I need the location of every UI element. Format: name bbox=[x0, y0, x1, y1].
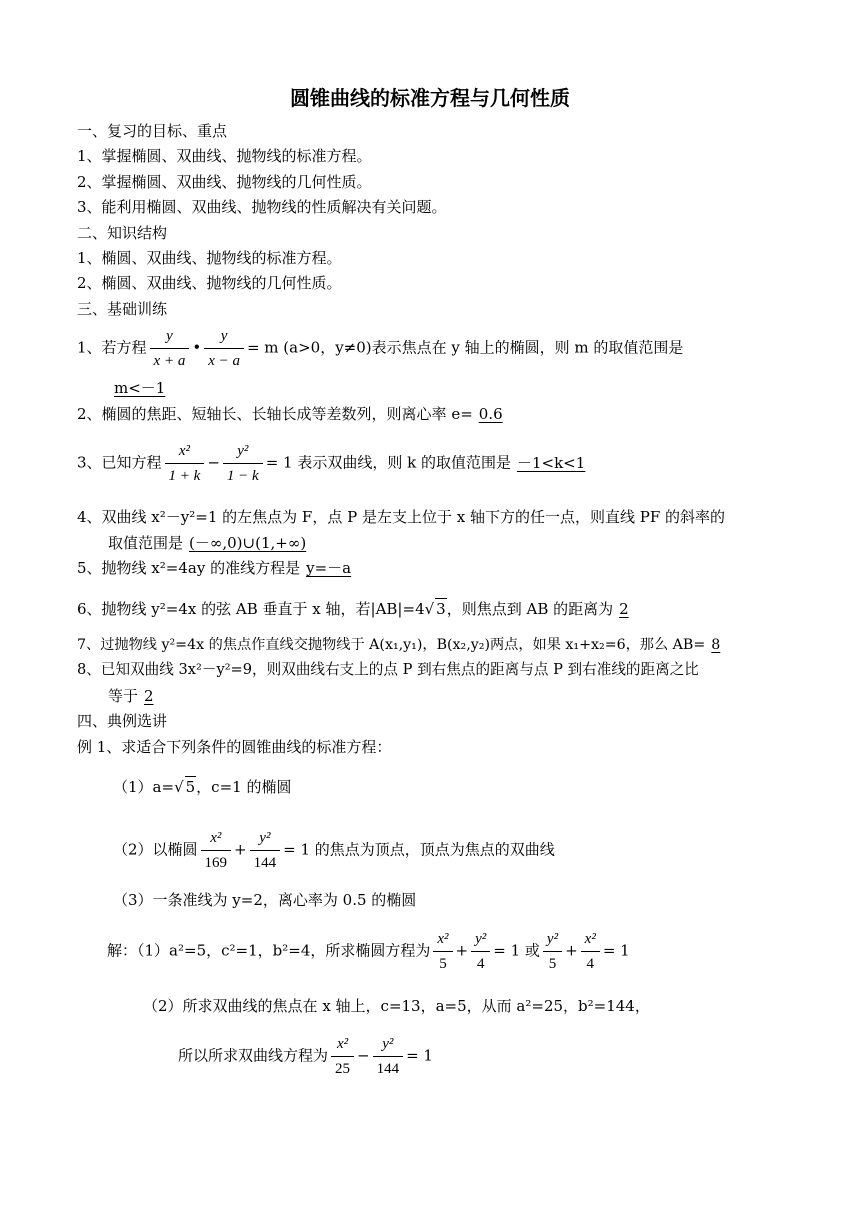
goal-item-1: 1、掌握椭圆、双曲线、抛物线的标准方程。 bbox=[77, 147, 372, 165]
question-7-answer: 8 bbox=[711, 637, 721, 653]
section-heading-2: 二、知识结构 bbox=[77, 224, 168, 242]
fraction: $\frac{\text{y²}}{5}$ bbox=[543, 928, 562, 975]
question-8-answer: 2 bbox=[144, 687, 154, 705]
question-2-answer: 0.6 bbox=[478, 405, 503, 423]
solution-3: 所以所求双曲线方程为 $\frac{\text{x²}}{25}$ − $\frac{\text{y²}}{144}$ = 1 bbox=[178, 1033, 433, 1080]
condition-3: （3）一条准线为 y=2，离心率为 0.5 的椭圆 bbox=[113, 891, 417, 909]
example-1: 例 1、求适合下列条件的圆锥曲线的标准方程： bbox=[77, 738, 392, 756]
goal-item-3: 3、能利用椭圆、双曲线、抛物线的性质解决有关问题。 bbox=[77, 198, 447, 216]
page-title: 圆锥曲线的标准方程与几何性质 bbox=[290, 86, 570, 110]
question-6-answer: 2 bbox=[619, 600, 629, 618]
question-2: 2、椭圆的焦距、短轴长、长轴长成等差数列，则离心率 e= 0.6 bbox=[77, 404, 509, 424]
question-3-answer: －1<k<1 bbox=[516, 453, 586, 472]
fraction: $\frac{y}{x - a}$ bbox=[204, 325, 244, 372]
fraction: $\frac{\text{y²}}{144}$ bbox=[373, 1033, 404, 1080]
solution-2: （2）所求双曲线的焦点在 x 轴上，c=13，a=5，从而 a²=25，b²=144， bbox=[143, 997, 650, 1015]
structure-item-2: 2、椭圆、双曲线、抛物线的几何性质。 bbox=[77, 274, 342, 292]
fraction: $\frac{\text{x²}}{169}$ bbox=[201, 827, 232, 874]
condition-2: （2）以椭圆 $\frac{\text{x²}}{169}$ + $\frac{\text{y²}}{144}$ = 1 的焦点为顶点，顶点为焦点的双曲线 bbox=[113, 827, 555, 874]
fraction: $\frac{y}{x + a}$ bbox=[150, 325, 190, 372]
section-heading-4: 四、典例选讲 bbox=[77, 712, 168, 730]
question-1-answer: m<－1 bbox=[114, 379, 166, 397]
condition-1: （1）a=√ 5，c=1 的椭圆 bbox=[113, 778, 292, 796]
fraction: $\frac{\text{y²}}{1 - k}$ bbox=[223, 440, 263, 487]
question-7: 7、过抛物线 y²=4x 的焦点作直线交抛物线于 A(x₁,y₁)，B(x₂,y₂)两点，如果 x₁+x₂=6，那么 AB= 8 bbox=[77, 635, 726, 655]
question-5: 5、抛物线 x²=4ay 的准线方程是 y=－a bbox=[77, 558, 357, 578]
question-3: 3、已知方程 $\frac{\text{x²}}{1 + k}$ − $\frac{\text{y²}}{1 - k}$ = 1 表示双曲线，则 k 的取值范围是 －1<k<1 bbox=[77, 440, 591, 487]
question-5-answer: y=－a bbox=[306, 559, 352, 577]
solution-1: 解：（1）a²=5，c²=1，b²=4，所求椭圆方程为 $\frac{\text{x²}}{5}$ + $\frac{\text{y²}}{4}$ = 1 或 $\frac{\text{y²}}{5}$ + $\frac{\text{x²}}{4}$ = 1 bbox=[107, 928, 630, 975]
fraction: $\frac{\text{x²}}{4}$ bbox=[581, 928, 600, 975]
fraction: $\frac{\text{x²}}{25}$ bbox=[331, 1033, 354, 1080]
section-heading-1: 一、复习的目标、重点 bbox=[77, 122, 228, 140]
section-heading-3: 三、基础训练 bbox=[77, 300, 168, 318]
fraction: $\frac{\text{y²}}{4}$ bbox=[471, 928, 490, 975]
question-4-line-2: 取值范围是 (－∞,0)∪(1,+∞) bbox=[108, 533, 312, 553]
question-8-line-1: 8、已知双曲线 3x²－y²=9，则双曲线右支上的点 P 到右焦点的距离与点 P 到右准线的距离之比 bbox=[77, 661, 699, 678]
fraction: $\frac{\text{x²}}{5}$ bbox=[433, 928, 452, 975]
question-1: 1、若方程 $\frac{y}{x + a}$ • $\frac{y}{x - a}$ = m (a>0，y≠0)表示焦点在 y 轴上的椭圆，则 m 的取值范围是 bbox=[77, 325, 683, 372]
question-6: 6、抛物线 y²=4x 的弦 AB 垂直于 x 轴，若|AB|=4√ 3，则焦点到 AB 的距离为 2 bbox=[77, 598, 635, 619]
structure-item-1: 1、椭圆、双曲线、抛物线的标准方程。 bbox=[77, 249, 342, 267]
question-4-line-1: 4、双曲线 x²－y²=1 的左焦点为 F，点 P 是左支上位于 x 轴下方的任一点，则直线 PF 的斜率的 bbox=[77, 508, 725, 526]
question-8-line-2: 等于 2 bbox=[108, 686, 160, 706]
fraction: $\frac{\text{x²}}{1 + k}$ bbox=[165, 440, 205, 487]
question-4-answer: (－∞,0)∪(1,+∞) bbox=[189, 534, 307, 552]
fraction: $\frac{\text{y²}}{144}$ bbox=[250, 827, 281, 874]
goal-item-2: 2、掌握椭圆、双曲线、抛物线的几何性质。 bbox=[77, 173, 372, 191]
